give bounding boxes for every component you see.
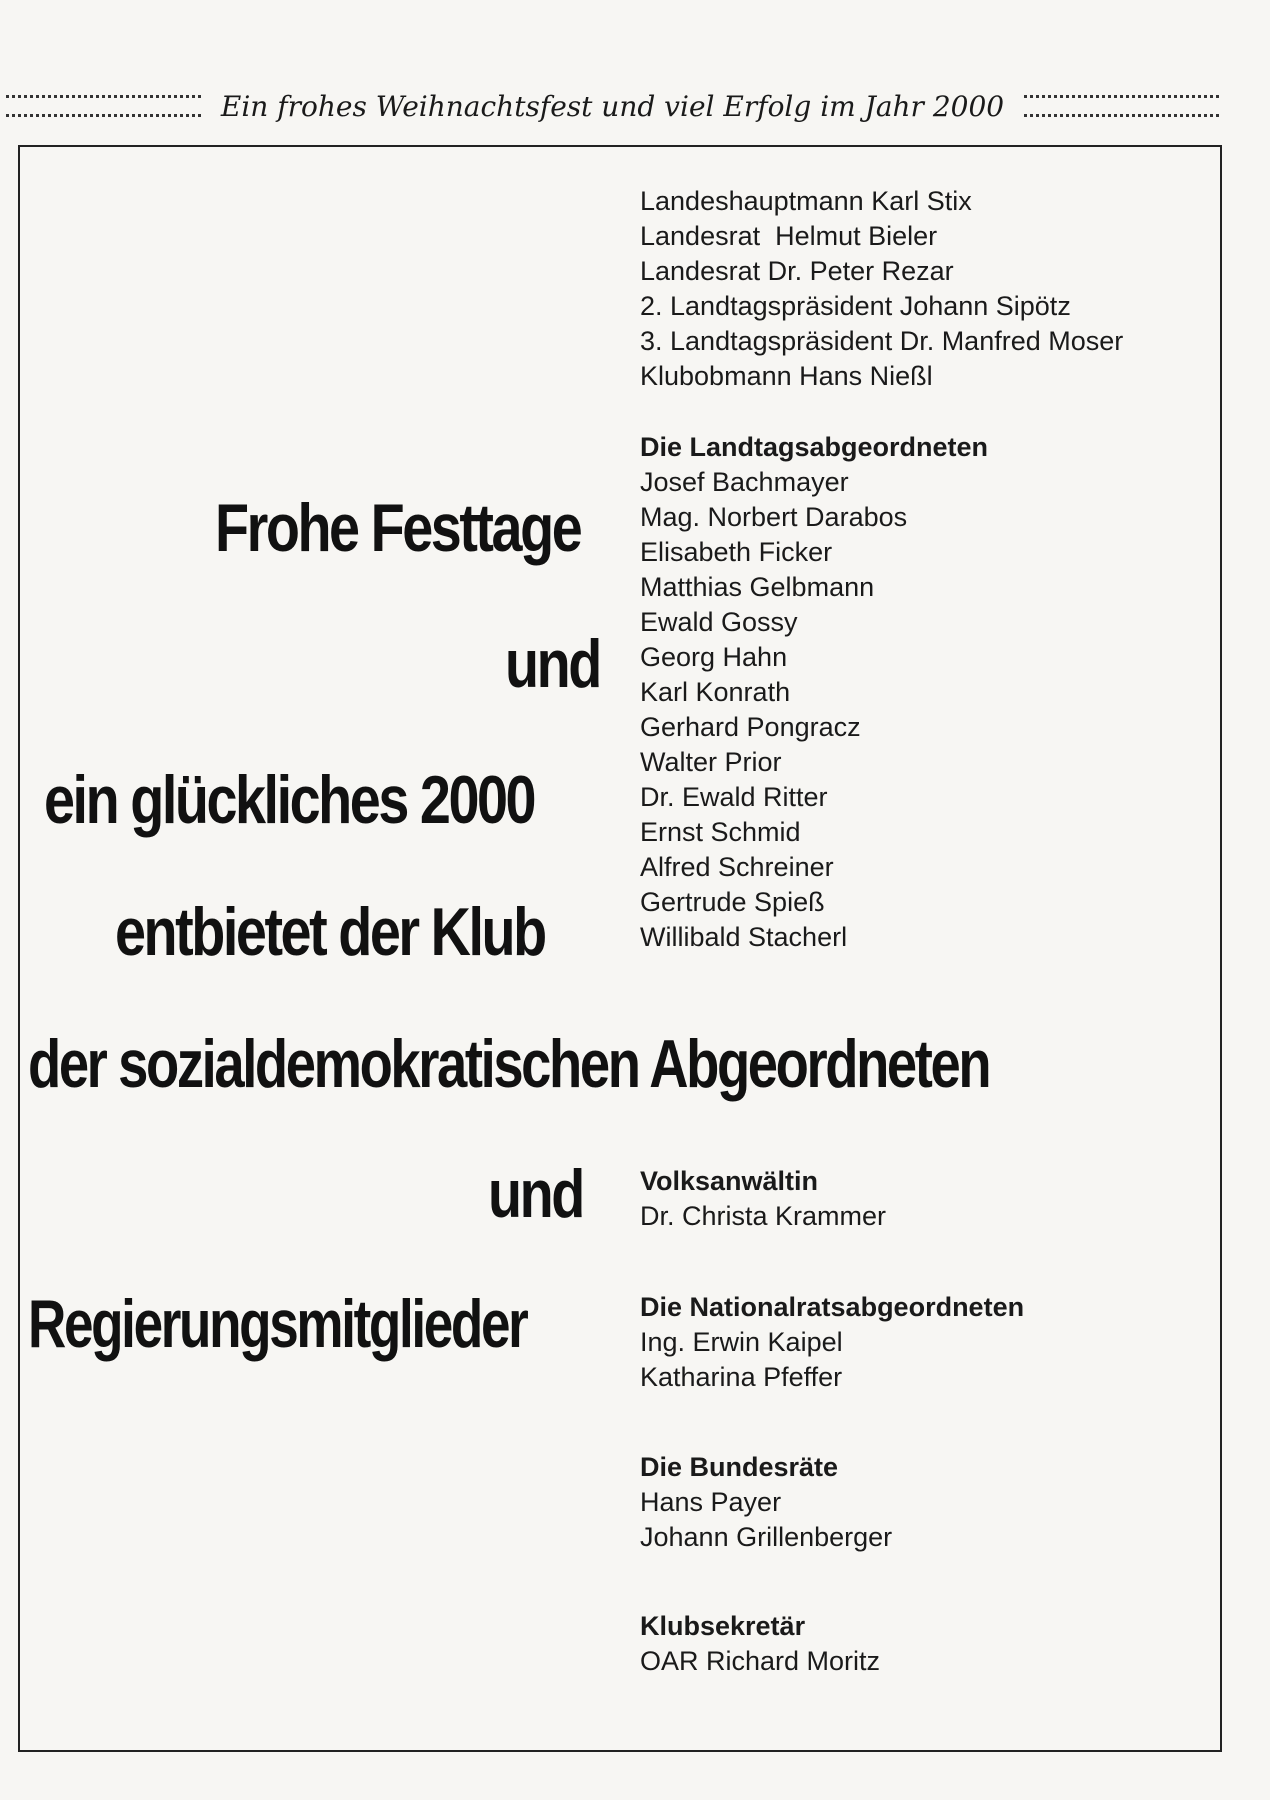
landtag-member: Gerhard Pongracz (640, 712, 861, 742)
government-member: Klubobmann Hans Nießl (640, 361, 933, 391)
greeting-line-2: und (505, 626, 600, 702)
landtag-member: Mag. Norbert Darabos (640, 502, 908, 532)
landtag-member: Ernst Schmid (640, 817, 801, 847)
government-member: Landeshauptmann Karl Stix (640, 186, 972, 216)
landtag-member: Willibald Stacherl (640, 922, 848, 952)
landtag-member: Dr. Ewald Ritter (640, 782, 828, 812)
volksanwalt-member: Dr. Christa Krammer (640, 1201, 887, 1231)
nationalrat-member: Ing. Erwin Kaipel (640, 1327, 843, 1357)
greeting-line-4: entbietet der Klub (115, 894, 545, 970)
ornament-left (6, 95, 201, 117)
greeting-line-5: der sozialdemokratischen Abgeordneten (28, 1026, 990, 1102)
government-member: 3. Landtagspräsident Dr. Manfred Moser (640, 326, 1124, 356)
government-list (640, 184, 1123, 394)
bundesrat-block (640, 1450, 892, 1555)
landtag-member: Georg Hahn (640, 642, 788, 672)
ornament-right (1024, 95, 1219, 117)
nationalrat-member: Katharina Pfeffer (640, 1362, 843, 1392)
sekretaer-heading: Klubsekretär (640, 1611, 806, 1641)
landtag-member: Walter Prior (640, 747, 782, 777)
government-member: 2. Landtagspräsident Johann Sipötz (640, 291, 1071, 321)
sekretaer-member: OAR Richard Moritz (640, 1646, 881, 1676)
landtag-member: Ewald Gossy (640, 607, 798, 637)
volksanwalt-block (640, 1164, 886, 1234)
sekretaer-block (640, 1609, 880, 1679)
bundesrat-heading: Die Bundesräte (640, 1452, 839, 1482)
landtag-member: Elisabeth Ficker (640, 537, 833, 567)
government-member: Landesrat Dr. Peter Rezar (640, 256, 954, 286)
greeting-line-6: und (488, 1156, 583, 1232)
landtag-heading: Die Landtagsabgeordneten (640, 432, 989, 462)
bundesrat-member: Hans Payer (640, 1487, 782, 1517)
landtag-member: Gertrude Spieß (640, 887, 825, 917)
landtag-member: Alfred Schreiner (640, 852, 834, 882)
greeting-line-7: Regierungsmitglieder (28, 1286, 527, 1362)
landtag-member: Josef Bachmayer (640, 467, 849, 497)
government-member: Landesrat Helmut Bieler (640, 221, 938, 251)
nationalrat-block (640, 1290, 1024, 1395)
volksanwalt-heading: Volksanwältin (640, 1166, 819, 1196)
greeting-line-1: Frohe Festtage (215, 490, 581, 566)
greeting-line-3: ein glückliches 2000 (44, 762, 535, 838)
bundesrat-member: Johann Grillenberger (640, 1522, 893, 1552)
nationalrat-heading: Die Nationalratsabgeordneten (640, 1292, 1025, 1322)
landtag-list (640, 430, 988, 955)
header-text: Ein frohes Weihnachtsfest und viel Erfolg im Jahr 2000 (220, 89, 1005, 123)
landtag-member: Karl Konrath (640, 677, 791, 707)
page-header (0, 84, 1225, 128)
landtag-member: Matthias Gelbmann (640, 572, 875, 602)
